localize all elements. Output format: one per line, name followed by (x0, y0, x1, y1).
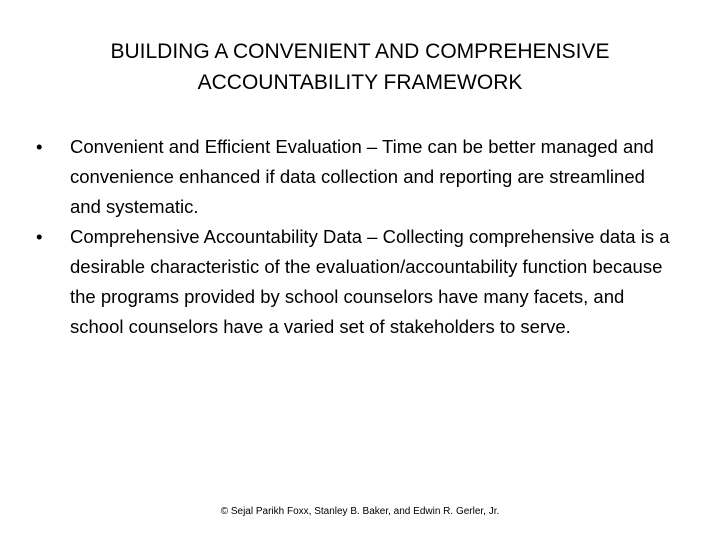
bullet-item (36, 222, 676, 342)
bullet-text: Comprehensive Accountability Data – Collecting comprehensive data is a desirable characteristic of the evaluation/accountability function because the programs provided by school counselors have many facets, and school counselors have a varied set of stakeholders to serve. (70, 226, 670, 337)
bullet-marker: • (36, 226, 43, 247)
copyright-footer: © Sejal Parikh Foxx, Stanley B. Baker, and Edwin R. Gerler, Jr. (220, 506, 500, 517)
bullet-marker: • (36, 136, 43, 157)
bullet-list (36, 132, 676, 342)
slide-title-line-1: BUILDING A CONVENIENT AND COMPREHENSIVE (110, 40, 610, 63)
bullet-text: Convenient and Efficient Evaluation – Time can be better managed and convenience enhanced if data collection and reporting are streamlined and systematic. (70, 136, 654, 217)
slide-title-line-2: ACCOUNTABILITY FRAMEWORK (197, 71, 523, 94)
slide-title (40, 36, 680, 98)
bullet-item (36, 132, 676, 222)
